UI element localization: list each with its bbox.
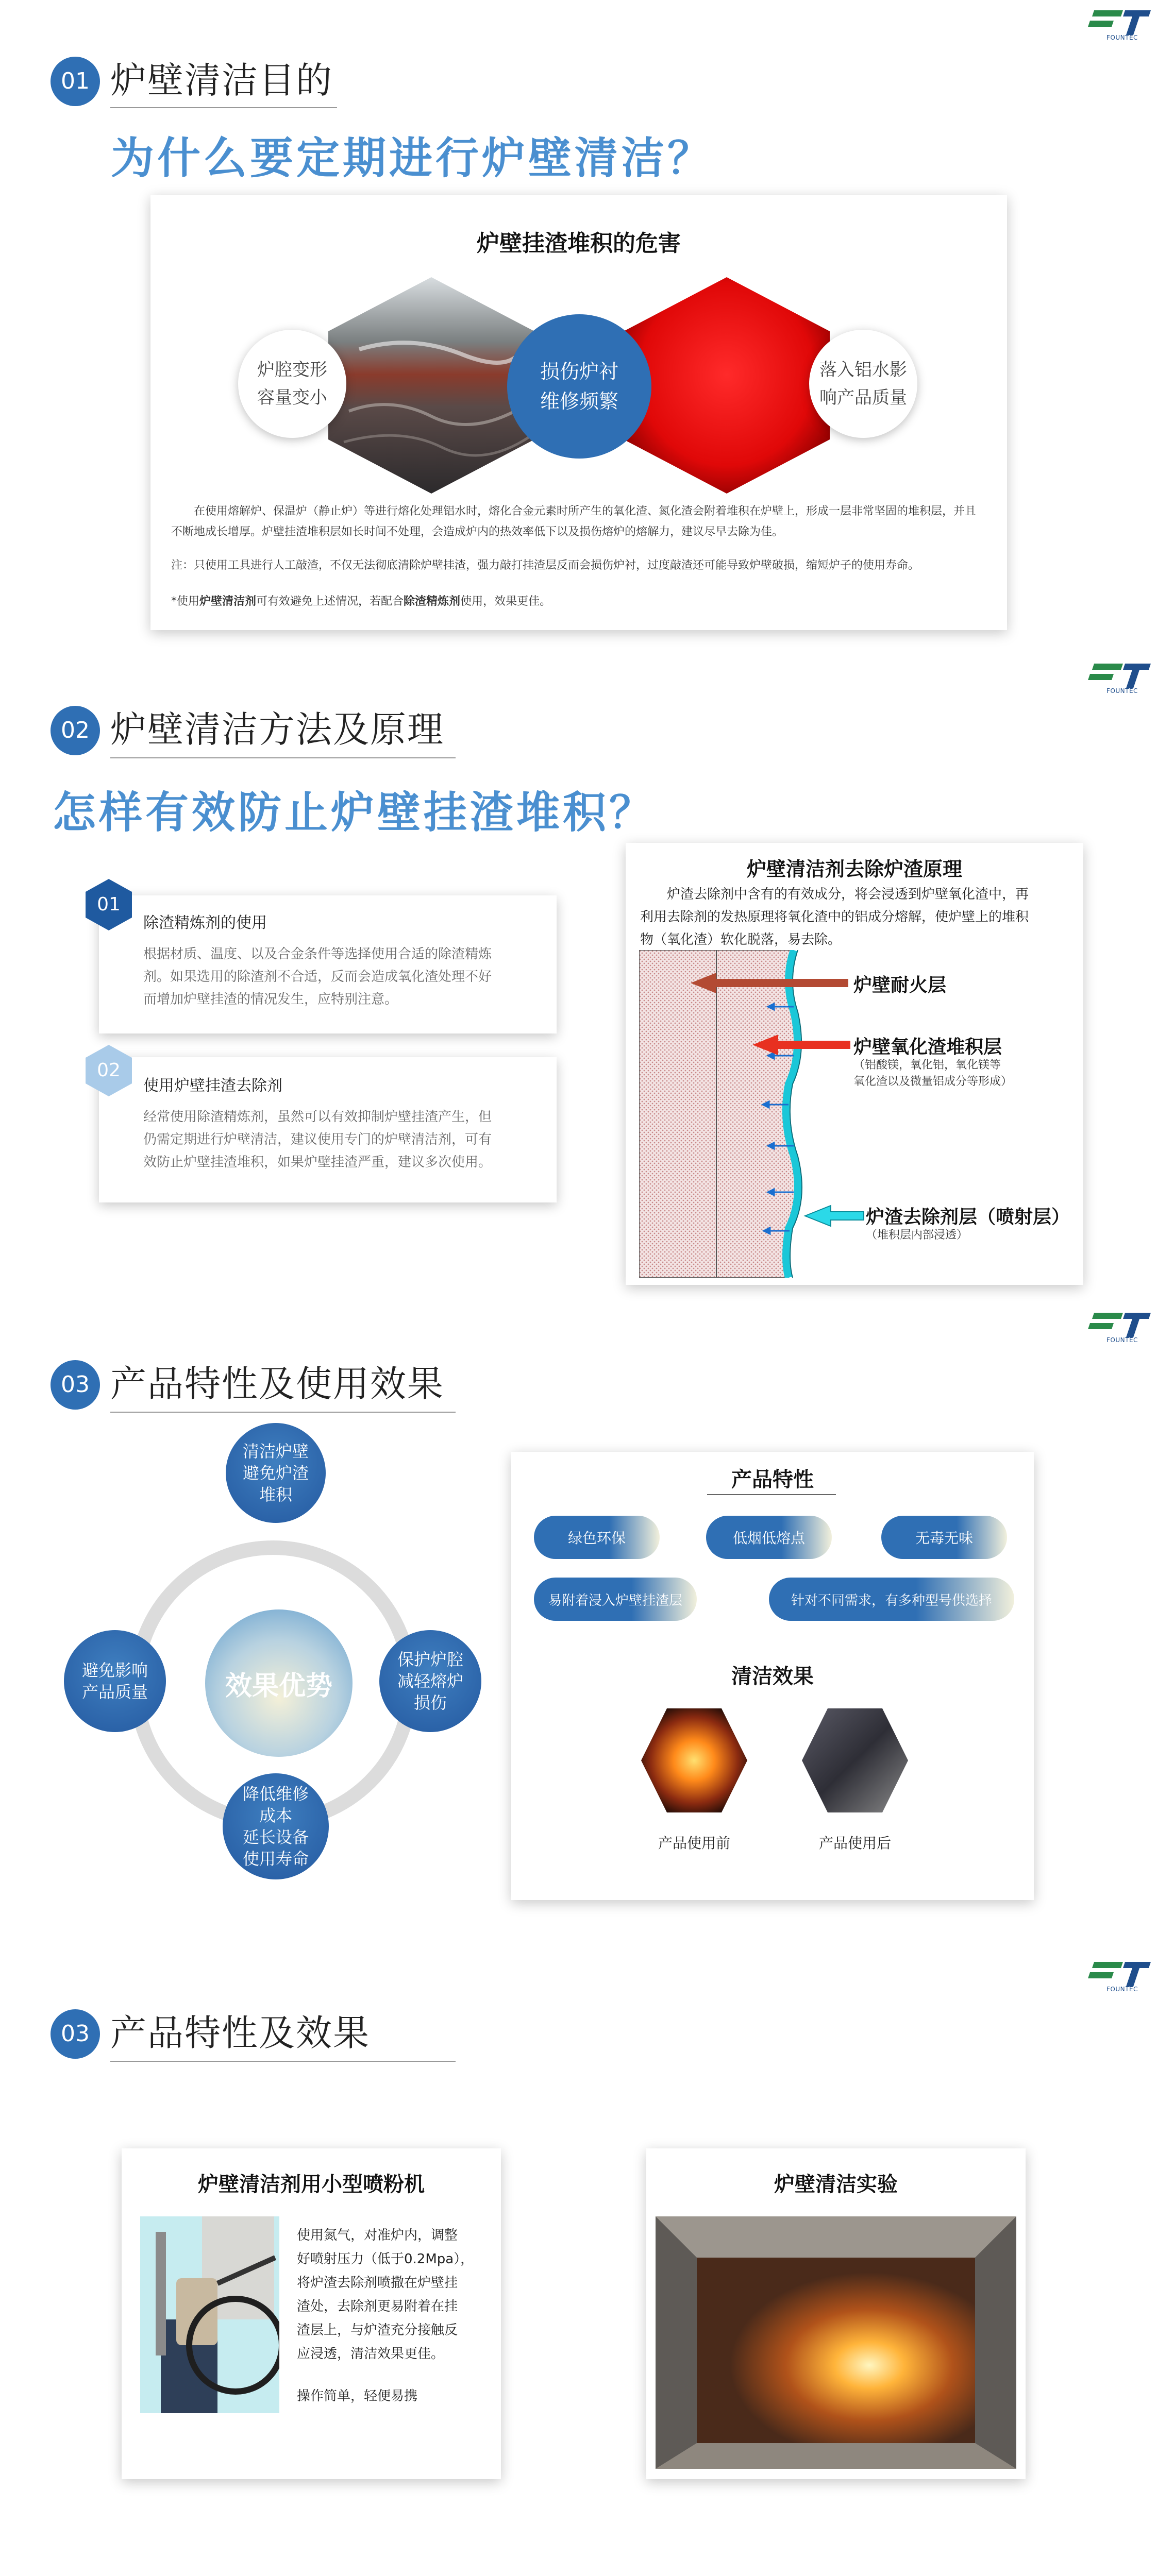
section-underline [110, 1412, 456, 1413]
furnace-experiment-photo [656, 2216, 1016, 2469]
section-title: 产品特性及使用效果 [110, 1363, 444, 1405]
principle-card [626, 843, 1083, 1285]
experiment-card [646, 2148, 1026, 2479]
layer-remover-sub: （堆积层内部浸透） [866, 1229, 968, 1242]
feature-tag: 无毒无味 [881, 1516, 1007, 1559]
layer-oxide-label: 炉壁氧化渣堆积层 [853, 1037, 1002, 1058]
fountec-logo-icon [1085, 6, 1152, 36]
company-logo: FOUNTEC [1085, 1309, 1152, 1345]
section-title: 炉壁清洁目的 [110, 59, 333, 101]
red-hot-furnace-photo [624, 277, 830, 494]
section-question: 为什么要定期进行炉壁清洁？ [111, 133, 714, 183]
sprayer-note: 操作简单，轻便易携 [297, 2388, 418, 2404]
before-caption: 产品使用前 [658, 1835, 730, 1852]
sprayer-title: 炉壁清洁剂用小型喷粉机 [198, 2173, 425, 2196]
feature-tag: 易附着浸入炉壁挂渣层 [534, 1578, 697, 1621]
sprayer-description: 使用氮气，对准炉内，调整 好喷射压力（低于0.2Mpa）， 将炉渣去除剂喷撒在炉壁挂 渣处，去除剂更易附着在挂 渣层上，与炉渣充分接触反 应浸透，清洁效果更佳。 [297, 2228, 474, 2362]
layer-refractory-label: 炉壁耐火层 [853, 975, 947, 996]
layer-remover-label: 炉渣去除剂层（喷射层） [866, 1207, 1070, 1228]
method-card-refining-agent [99, 895, 557, 1033]
after-caption: 产品使用后 [818, 1835, 891, 1852]
card-title: 炉壁挂渣堆积的危害 [477, 230, 681, 257]
hazard-paragraph: 在使用熔解炉、保温炉（静止炉）等进行熔化处理铝水时，熔化合金元素时所产生的氧化渣、氮化渣会附着堆积在炉壁上，形成一层非常坚固的堆积层，并且不断地成长增厚。炉壁挂渣堆积层如长时间不处理，会造成炉内的热效率低下以及损伤熔炉的熔解力，建议尽早去除为佳。 [171, 505, 977, 538]
advantage-center: 效果优势 [205, 1609, 353, 1757]
method-text: 经常使用除渣精炼剂，虽然可以有效抑制炉壁挂渣产生，但 仍需定期进行炉壁清洁，建议使用专门的炉壁清洁剂，可有 效防止炉壁挂渣堆积，如果炉壁挂渣严重，建议多次使用。 [143, 1109, 492, 1170]
method-title: 使用炉壁挂渣去除剂 [143, 1077, 282, 1095]
powder-sprayer-photo [140, 2216, 279, 2413]
principle-title: 炉壁清洁剂去除炉渣原理 [746, 858, 962, 880]
furnace-slag-photo [328, 277, 534, 494]
bubble-quality-impact: 落入铝水影 响产品质量 [809, 330, 917, 438]
experiment-title: 炉壁清洁实验 [774, 2173, 898, 2196]
section-number: 02 [51, 706, 100, 755]
section-title: 产品特性及效果 [110, 2012, 370, 2054]
method-text: 根据材质、温度、以及合金条件等选择使用合适的除渣精炼 剂。如果选用的除渣剂不合适，反而会造成氧化渣处理不好 而增加炉壁挂渣的情况发生，应特别注意。 [143, 946, 492, 1007]
feature-tag: 针对不同需求，有多种型号供选择 [769, 1578, 1014, 1621]
method-title: 除渣精炼剂的使用 [143, 914, 267, 932]
product-recommendation: *使用炉壁清洁剂可有效避免上述情况，若配合除渣精炼剂使用，效果更佳。 [171, 595, 551, 608]
bubble-lining-damage: 损伤炉衬 维修频繁 [507, 314, 651, 459]
method-number-badge: 02 [86, 1045, 132, 1096]
section-title: 炉壁清洁方法及原理 [110, 708, 444, 751]
features-divider [707, 1494, 836, 1495]
features-card [511, 1452, 1034, 1900]
company-logo: FOUNTEC [1085, 1958, 1152, 1994]
company-logo: FOUNTEC [1085, 659, 1152, 696]
after-use-photo [801, 1706, 909, 1815]
sprayer-card [122, 2148, 501, 2479]
section-number: 03 [51, 1360, 100, 1410]
advantage-clean-wall: 清洁炉壁 避免炉渣 堆积 [226, 1423, 326, 1523]
layer-oxide-sub: （铝酸镁，氧化铝，氧化镁等 氧化渣以及微量铝成分等形成） [853, 1059, 1013, 1088]
bubble-cavity-deform: 炉腔变形 容量变小 [238, 330, 346, 438]
feature-tag: 低烟低熔点 [706, 1516, 832, 1559]
features-title: 产品特性 [731, 1468, 814, 1492]
feature-tag: 绿色环保 [534, 1516, 660, 1559]
fountec-logo-icon [1085, 1309, 1152, 1338]
section-number: 03 [51, 2009, 100, 2059]
company-logo: FOUNTEC [1085, 6, 1152, 42]
section-number: 01 [51, 57, 100, 106]
effect-title: 清洁效果 [731, 1665, 814, 1688]
section-underline [110, 757, 456, 758]
fountec-logo-icon [1085, 1958, 1152, 1988]
method-number-badge: 01 [86, 879, 132, 930]
fountec-logo-icon [1085, 659, 1152, 689]
advantage-quality: 避免影响 产品质量 [64, 1630, 166, 1732]
advantage-protect-furnace: 保护炉腔 减轻熔炉 损伤 [379, 1630, 481, 1732]
hazard-card [150, 195, 1007, 630]
principle-text: 炉渣去除剂中含有的有效成分，将会浸透到炉壁氧化渣中，再 利用去除剂的发热原理将氧化渣中的铝成分熔解，使炉壁上的堆积 物（氧化渣）软化脱落，易去除。 [640, 887, 1029, 947]
method-card-slag-remover [99, 1057, 557, 1202]
section-question: 怎样有效防止炉壁挂渣堆积？ [53, 787, 656, 838]
hazard-note: 注：只使用工具进行人工敲渣，不仅无法彻底清除炉壁挂渣，强力敲打挂渣层反而会损伤炉衬，过度敲渣还可能导致炉壁破损，缩短炉子的使用寿命。 [171, 559, 920, 572]
before-use-photo [640, 1706, 748, 1815]
section-underline [110, 107, 337, 108]
section-underline [110, 2061, 456, 2062]
advantage-reduce-cost: 降低维修 成本 延长设备 使用寿命 [223, 1773, 329, 1879]
